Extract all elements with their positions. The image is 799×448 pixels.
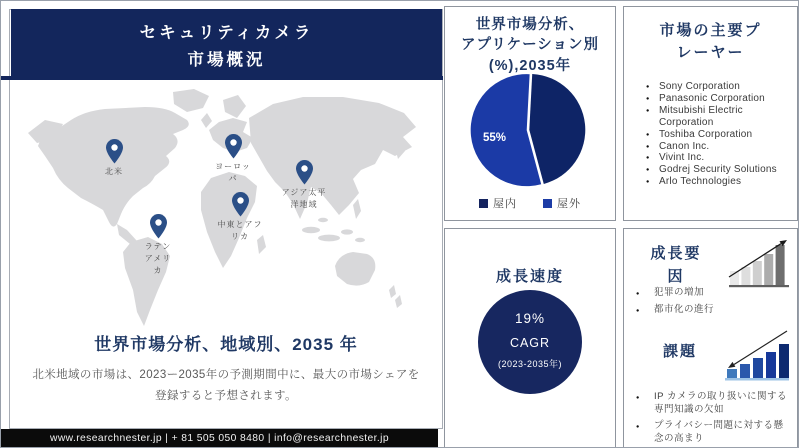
key-players-title: 市場の主要プ レーヤー	[659, 22, 762, 61]
page-title-banner	[11, 9, 442, 76]
list-item: ● 都市化の進行	[634, 304, 784, 317]
region-label: ヨーロッ パ	[215, 162, 251, 183]
list-item: ● Godrej Security Solutions	[646, 164, 793, 176]
pie-legend	[445, 195, 615, 211]
regional-analysis-caption: 世界市場分析、地域別、2035 年	[94, 335, 358, 354]
growth-bar-chart-icon	[728, 237, 790, 293]
region-label: ラテン アメリ カ	[144, 242, 172, 275]
legend-item-outdoor	[543, 195, 581, 211]
list-item: ● プライバシー問題に対する懸念の高まり	[634, 420, 790, 445]
footer-contact-bar: www.researchnester.jp | + 81 505 050 8480 | info@researchnester.jp	[1, 429, 438, 448]
legend-swatch-indoor	[479, 199, 488, 208]
cagr-period: (2023-2035年)	[497, 359, 563, 369]
list-item: ● 犯罪の増加	[634, 287, 784, 300]
key-players-list	[646, 81, 793, 188]
application-panel-title: 世界市場分析、 アプリケーション別 (%),2035年	[460, 17, 600, 74]
cagr-badge	[478, 290, 582, 394]
key-players-panel	[623, 6, 798, 221]
list-item: ● Toshiba Corporation	[646, 129, 793, 141]
challenge-bar-chart-icon	[725, 329, 791, 387]
list-item: ● IP カメラの取り扱いに関する専門知識の欠如	[634, 391, 790, 416]
list-item: ● Canon Inc.	[646, 141, 793, 153]
list-item: ● Panasonic Corporation	[646, 93, 793, 105]
legend-swatch-outdoor	[543, 199, 552, 208]
growth-factors-list	[634, 287, 784, 320]
challenges-title: 課題	[662, 343, 697, 360]
map-pin-icon	[296, 160, 313, 185]
cagr-metric: CAGR	[509, 336, 551, 350]
map-pin-icon	[150, 214, 167, 239]
page-title-line2: 市場概況	[187, 50, 266, 69]
regional-analysis-description: 北米地域の市場は、2023ー2035年の予測期間中に、最大の市場シェアを登録すると予想されます。	[32, 369, 420, 402]
region-label: アジア太平 洋地域	[281, 188, 327, 209]
header-underline	[1, 76, 443, 80]
challenges-list	[634, 391, 790, 448]
pie-slice-label: 55%	[483, 132, 507, 144]
region-marker-middle-east-africa	[205, 192, 275, 243]
map-pin-icon	[225, 134, 242, 159]
list-item: ● Sony Corporation	[646, 81, 793, 93]
list-item: ● Vivint Inc.	[646, 152, 793, 164]
page-title-line1: セキュリティカメラ	[139, 24, 314, 42]
region-label: 中東とアフ リカ	[217, 220, 263, 241]
region-marker-latin-america	[123, 214, 193, 277]
growth-rate-panel	[444, 228, 616, 448]
cagr-value: 19%	[514, 311, 546, 326]
region-marker-north-america	[79, 139, 149, 178]
legend-label: 屋内	[493, 198, 517, 210]
list-item: ● Arlo Technologies	[646, 176, 793, 188]
region-marker-asia-pacific	[269, 160, 339, 211]
growth-rate-title: 成長速度	[495, 268, 564, 285]
growth-factors-title: 成長要 因	[650, 245, 702, 285]
application-share-panel	[444, 6, 616, 221]
legend-item-indoor	[479, 195, 517, 211]
map-pin-icon	[232, 192, 249, 217]
region-marker-europe	[198, 134, 268, 185]
map-pin-icon	[106, 139, 123, 164]
region-label: 北米	[105, 167, 123, 176]
drivers-challenges-panel	[623, 228, 798, 448]
list-item: ● Mitsubishi Electric Corporation	[646, 105, 793, 129]
legend-label: 屋外	[557, 198, 581, 210]
application-pie-chart	[469, 71, 587, 189]
